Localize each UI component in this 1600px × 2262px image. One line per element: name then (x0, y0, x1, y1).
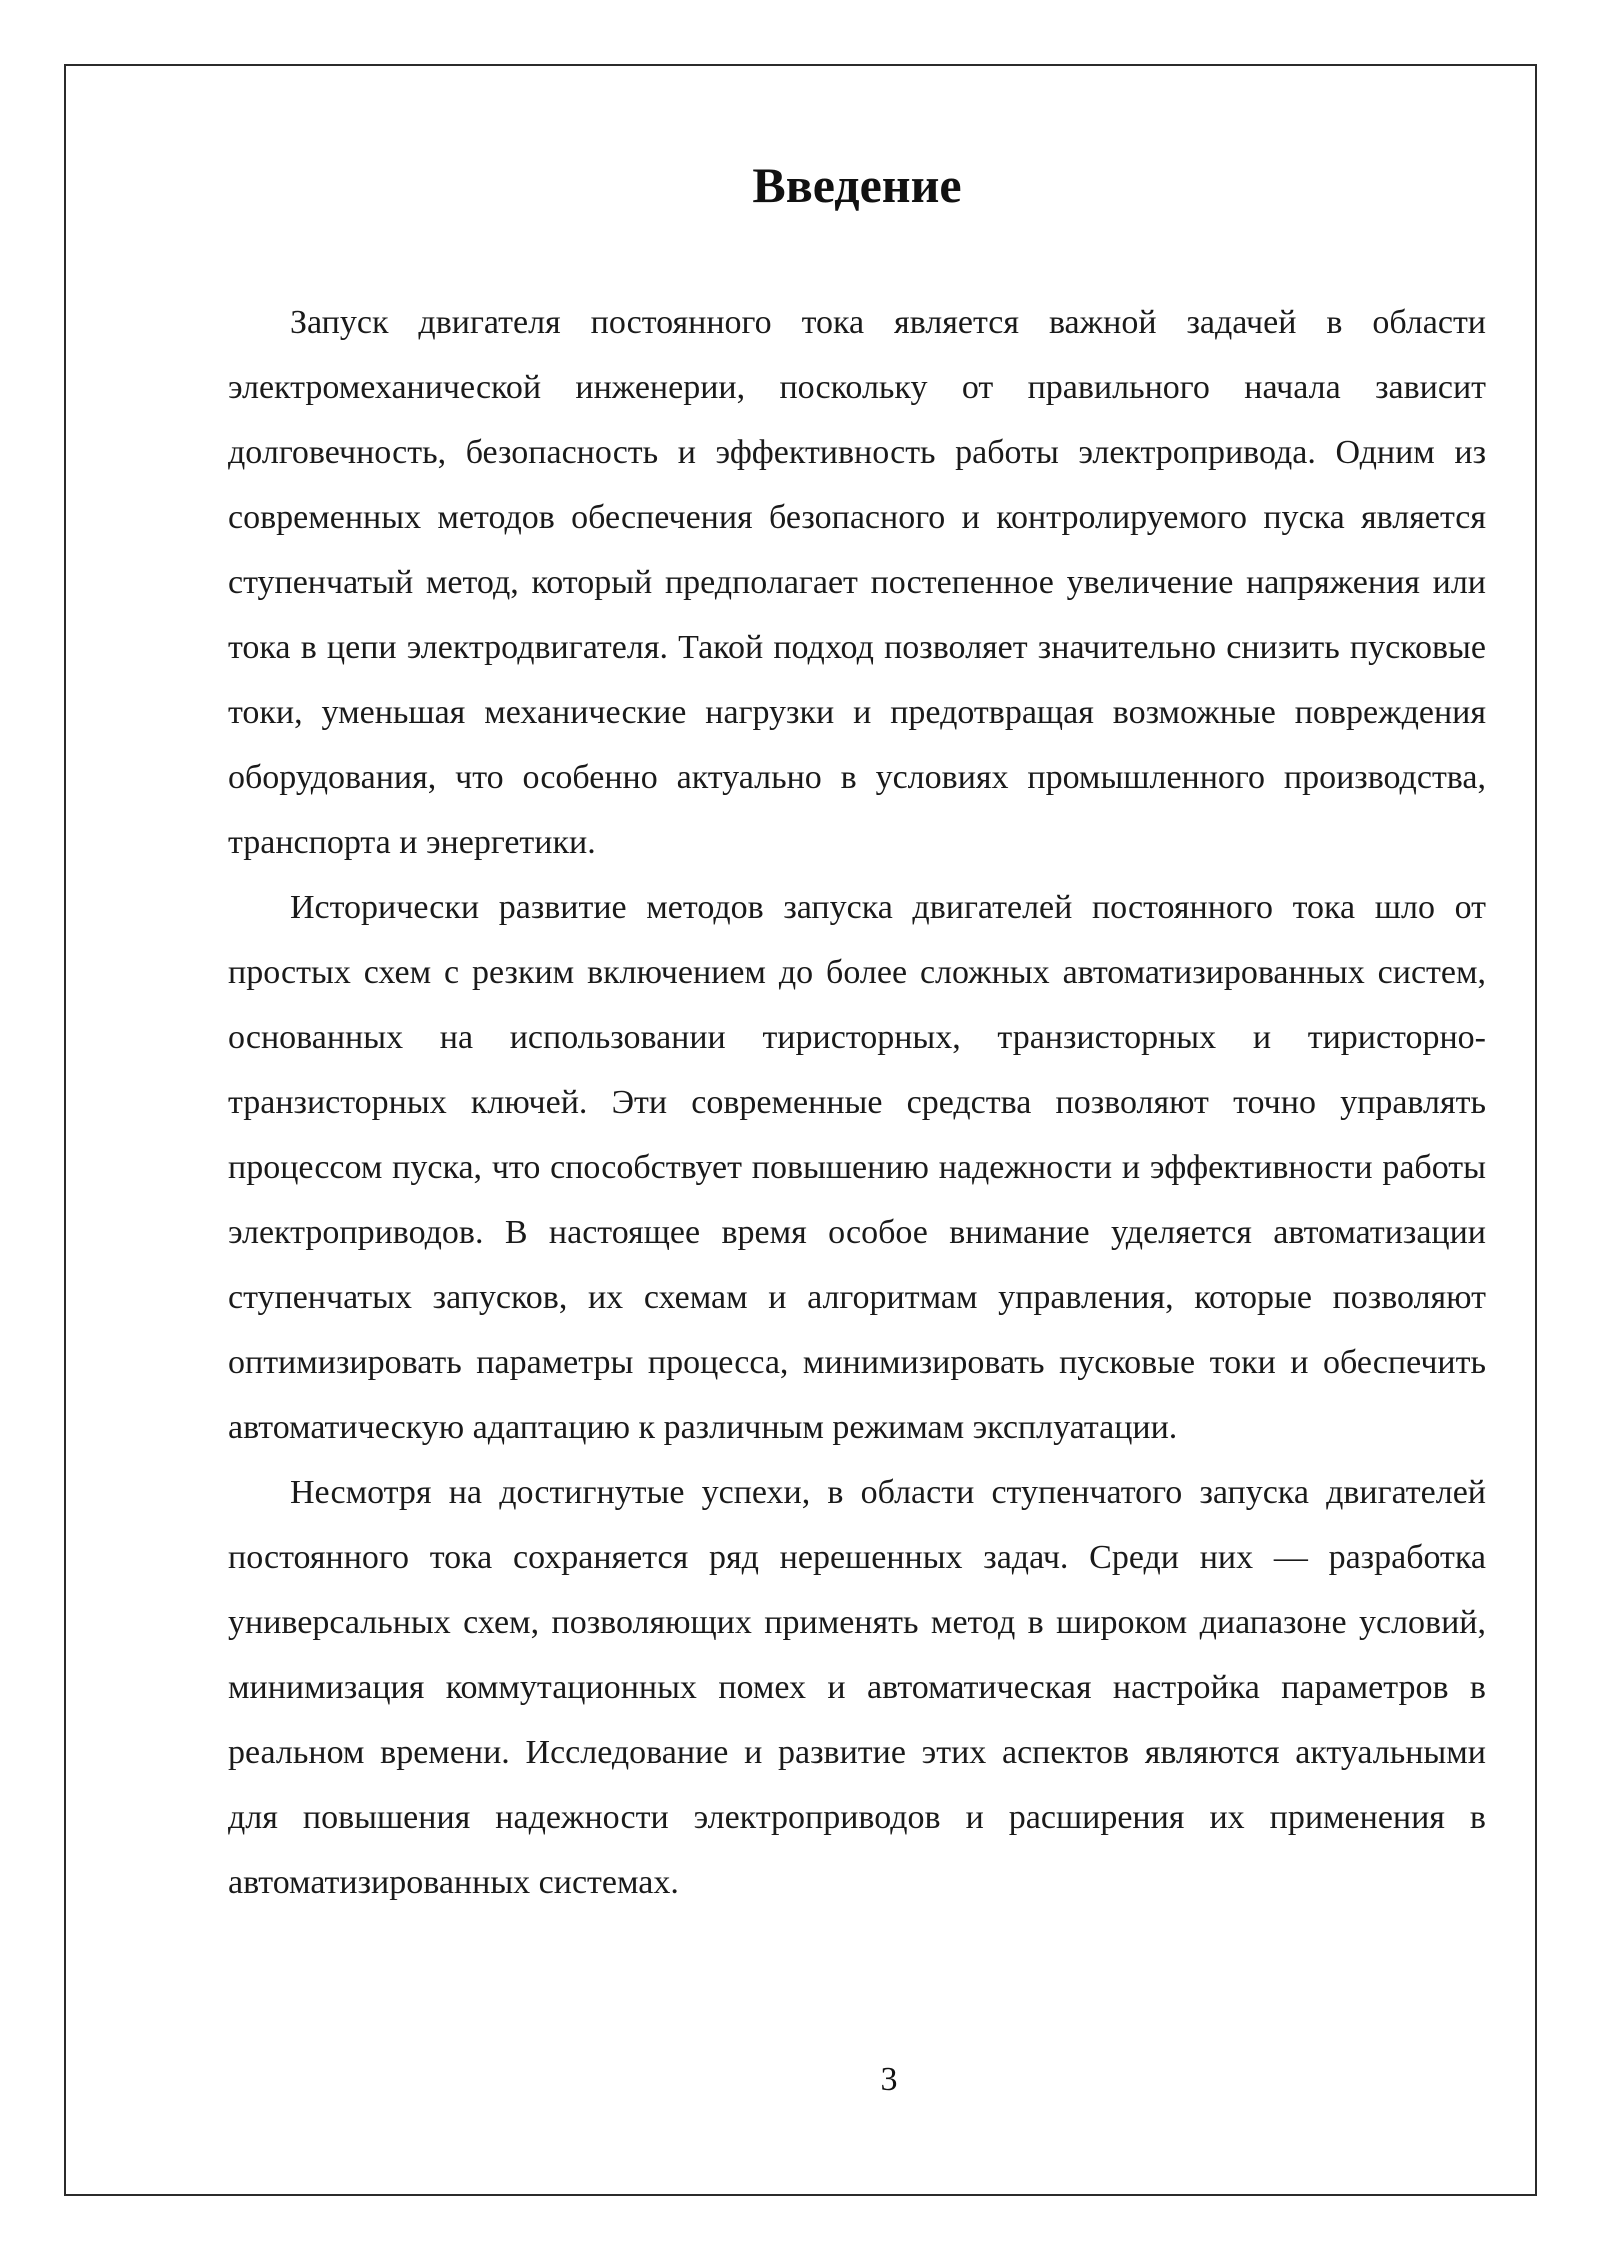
page-title: Введение (752, 157, 962, 213)
paragraph-3: Несмотря на достигнутые успехи, в области ступенчатого запуска двигателей постоянного тока сохраняется ряд нерешенных задач. Среди них — разработка универсальных схем, позволяющих применять метод в широком диапазоне условий, минимизация коммутационных помех и автоматическая настройка параметров в реальном времени. Исследование и развитие этих аспектов являются актуальными для повышения надежности электроприводов и расширения их применения в автоматизированных системах. (228, 1474, 1486, 1901)
title-block (228, 150, 1486, 290)
page-content (228, 150, 1486, 1915)
page-number: 3 (880, 2061, 898, 2098)
paragraph-1: Запуск двигателя постоянного тока является важной задачей в области электромеханической инженерии, поскольку от правильного начала зависит долговечность, безопасность и эффективность работы электропривода. Одним из современных методов обеспечения безопасного и контролируемого пуска является ступенчатый метод, который предполагает постепенное увеличение напряжения или тока в цепи электродвигателя. Такой подход позволяет значительно снизить пусковые токи, уменьшая механические нагрузки и предотвращая возможные повреждения оборудования, что особенно актуально в условиях промышленного производства, транспорта и энергетики. (228, 304, 1486, 861)
paragraph-2: Исторически развитие методов запуска двигателей постоянного тока шло от простых схем с резким включением до более сложных автоматизированных систем, основанных на использовании тиристорных, транзисторных и тиристорно-транзисторных ключей. Эти современные средства позволяют точно управлять процессом пуска, что способствует повышению надежности и эффективности работы электроприводов. В настоящее время особое внимание уделяется автоматизации ступенчатых запусков, их схемам и алгоритмам управления, которые позволяют оптимизировать параметры процесса, минимизировать пусковые токи и обеспечить автоматическую адаптацию к различным режимам эксплуатации. (228, 889, 1486, 1446)
